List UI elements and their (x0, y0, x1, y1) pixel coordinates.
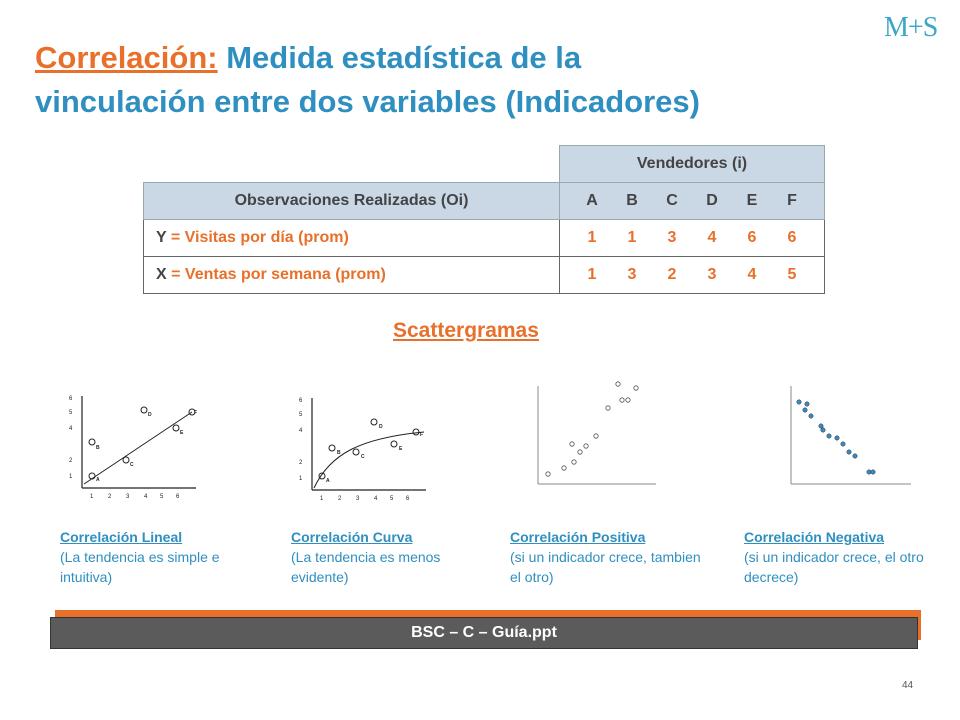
svg-text:6: 6 (176, 494, 180, 500)
svg-text:2: 2 (69, 458, 73, 464)
svg-text:4: 4 (144, 494, 148, 500)
scattergram-heading: Scattergramas (393, 319, 539, 342)
row-values-x: 1 3 2 3 4 5 (560, 257, 825, 294)
svg-text:C: C (130, 462, 134, 468)
svg-text:3: 3 (126, 494, 130, 500)
caption-curve (291, 527, 461, 587)
row-values-y: 1 1 3 4 6 6 (560, 220, 825, 257)
table-row (144, 257, 825, 294)
caption-positive-title[interactable]: Correlación Positiva (510, 529, 646, 545)
caption-positive (510, 527, 710, 587)
svg-text:5: 5 (390, 496, 394, 502)
svg-text:3: 3 (356, 496, 360, 502)
letter-b: B (626, 192, 638, 209)
svg-text:5: 5 (299, 412, 303, 418)
svg-text:B: B (96, 445, 100, 451)
obs-header: Observaciones Realizadas (Oi) (144, 183, 560, 220)
svg-text:6: 6 (69, 396, 73, 402)
caption-positive-body: (si un indicador crece, tambien el otro) (510, 549, 701, 585)
caption-linear-title[interactable]: Correlación Lineal (60, 529, 183, 545)
row-label-x: X = Ventas por semana (prom) (144, 257, 560, 294)
svg-text:E: E (399, 446, 403, 452)
svg-text:D: D (379, 424, 383, 430)
svg-text:4: 4 (69, 426, 73, 432)
svg-text:6: 6 (299, 398, 303, 404)
caption-curve-body: (La tendencia es menos evidente) (291, 549, 441, 585)
svg-text:1: 1 (299, 476, 303, 482)
title-text: Medida estadística de la vinculación entre dos variables (Indicadores) (35, 40, 700, 119)
svg-text:B: B (337, 450, 341, 456)
caption-curve-title[interactable]: Correlación Curva (291, 529, 413, 545)
scatter-curve (290, 394, 430, 506)
caption-linear (60, 527, 230, 587)
letter-d: D (706, 192, 718, 209)
svg-text:5: 5 (69, 410, 73, 416)
svg-text:1: 1 (69, 474, 73, 480)
svg-text:F: F (194, 410, 198, 416)
brand-logo: M+S (884, 12, 938, 43)
svg-text:5: 5 (160, 494, 164, 500)
scatter-linear (60, 392, 200, 504)
caption-linear-body: (La tendencia es simple e intuitiva) (60, 549, 220, 585)
svg-text:1: 1 (90, 494, 94, 500)
svg-text:F: F (420, 432, 424, 438)
svg-text:2: 2 (338, 496, 342, 502)
footer-bar: BSC – C – Guía.ppt (50, 617, 918, 649)
svg-text:1: 1 (320, 496, 324, 502)
svg-text:2: 2 (299, 460, 303, 466)
svg-text:E: E (180, 430, 184, 436)
svg-text:A: A (326, 478, 330, 484)
page-number: 44 (902, 680, 914, 691)
scatter-negative (765, 380, 915, 500)
letter-e: E (746, 192, 758, 209)
title-keyword: Correlación: (35, 40, 218, 75)
observations-table (143, 145, 825, 294)
scatter-positive (510, 380, 660, 500)
letter-f: F (787, 192, 797, 209)
letters-header (560, 183, 825, 220)
table-row (144, 220, 825, 257)
svg-text:D: D (148, 412, 152, 418)
svg-text:A: A (96, 477, 100, 483)
svg-text:4: 4 (299, 428, 303, 434)
svg-text:4: 4 (374, 496, 378, 502)
row-label-y: Y = Visitas por día (prom) (144, 220, 560, 257)
letter-a: A (586, 192, 598, 209)
svg-text:C: C (361, 454, 365, 460)
caption-negative-body: (si un indicador crece, el otro decrece) (744, 549, 924, 585)
caption-negative-title[interactable]: Correlación Negativa (744, 529, 885, 545)
group-header: Vendedores (i) (560, 146, 825, 183)
caption-negative (744, 527, 944, 587)
page-title (35, 36, 755, 124)
letter-c: C (666, 192, 678, 209)
svg-text:2: 2 (108, 494, 112, 500)
svg-text:6: 6 (406, 496, 410, 502)
